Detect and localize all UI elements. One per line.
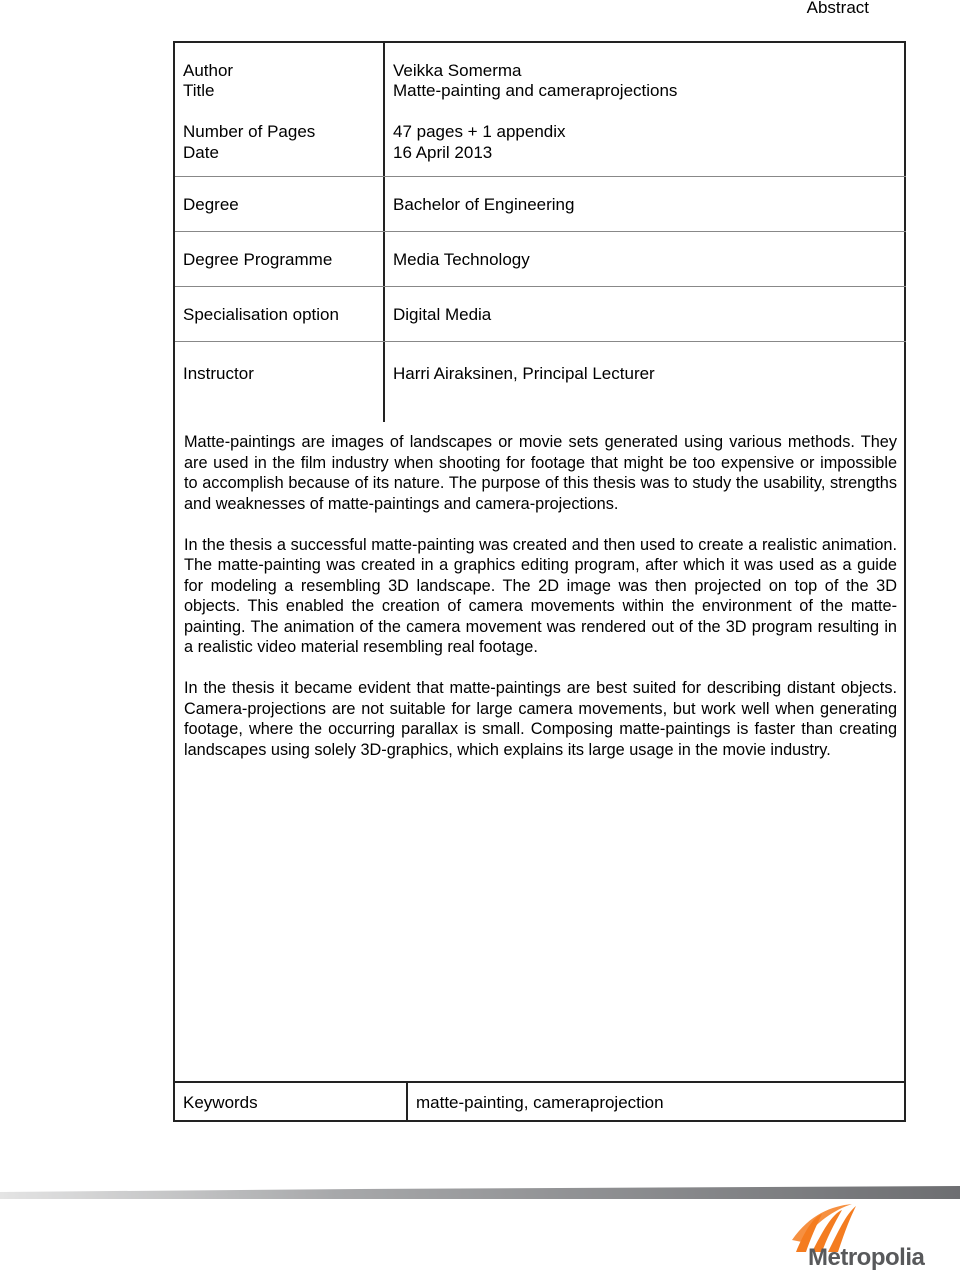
row-divider [175,286,906,287]
title-label: Title [183,81,215,100]
abstract-paragraph: Matte-paintings are images of landscapes or movie sets generated using various methods. They are used in the film industry when shooting for footage that might be too expensive or impossible to accomplish because of its nature. The purpose of this thesis was to study the usability, strengths and weaknesses of matte-paintings and camera-projections. [184,433,897,513]
programme-value: Media Technology [393,250,530,269]
footer-bar [0,1186,960,1199]
specialisation-label: Specialisation option [183,305,339,324]
row-divider [175,231,906,232]
keywords-label: Keywords [183,1093,258,1112]
instructor-value: Harri Airaksinen, Principal Lecturer [393,364,655,383]
programme-label: Degree Programme [183,250,333,269]
section-label: Abstract [806,0,869,17]
degree-value: Bachelor of Engineering [393,195,575,214]
date-label: Date [183,143,219,162]
specialisation-value: Digital Media [393,305,492,324]
logo-wordmark: Metropolia [808,1244,925,1271]
row-divider [175,176,906,177]
instructor-label: Instructor [183,364,254,383]
pages-value: 47 pages + 1 appendix [393,122,566,141]
author-value: Veikka Somerma [393,61,522,80]
column-divider [383,43,385,424]
keywords-row [173,1081,906,1122]
keywords-value: matte-painting, cameraprojection [416,1093,664,1112]
degree-label: Degree [183,195,239,214]
abstract-text [184,432,897,781]
abstract-paragraph: In the thesis a successful matte-painting was created and then used to create a realistic animation. The matte-painting was created in a graphics editing program, after which it was used as a guide for modeling a resembling 3D landscape. The 2D image was then projected on top of the 3D objects. This enabled the creation of camera movements within the environment of the matte-painting. The animation of the camera movement was rendered out of the 3D program resulting in a realistic video material resembling real footage. [184,535,897,656]
date-value: 16 April 2013 [393,143,493,162]
column-divider [406,1083,408,1122]
thesis-details-table [173,41,906,424]
pages-label: Number of Pages [183,122,316,141]
abstract-paragraph: In the thesis it became evident that matte-paintings are best suited for describing distant objects. Camera-projections are not suitable for large camera movements, but work well when generating footage, where the occurring parallax is small. Composing matte-paintings is faster than creating landscapes using solely 3D-graphics, which explains its large usage in the movie industry. [184,679,897,759]
abstract-box [173,422,906,1083]
row-divider [175,341,906,342]
author-label: Author [183,61,234,80]
title-value: Matte-painting and cameraprojections [393,81,678,100]
